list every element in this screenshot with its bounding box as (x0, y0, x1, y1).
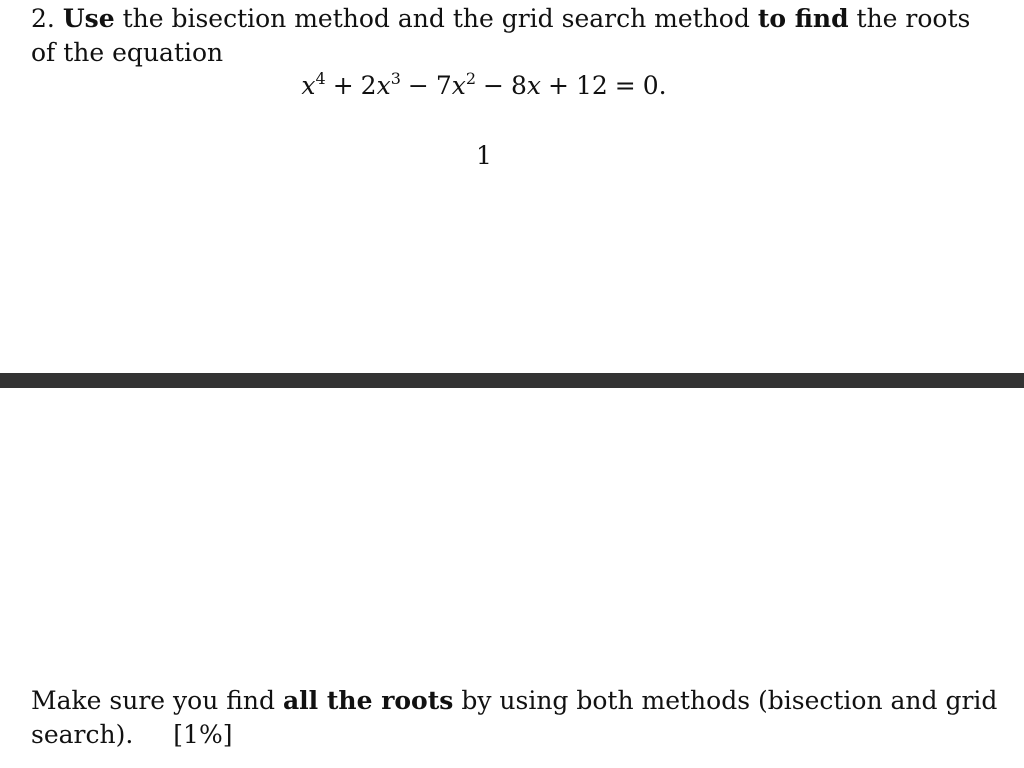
eq-var: x (301, 71, 316, 100)
page-number: 1 (476, 141, 492, 170)
instruction-line-2 (31, 718, 232, 752)
eq-var: x (451, 71, 466, 100)
eq-plus: + (332, 71, 354, 100)
eq-equals: = (614, 71, 636, 100)
eq-var: x (526, 71, 541, 100)
problem-statement-line-1 (31, 2, 970, 36)
eq-minus: − (483, 71, 504, 100)
eq-constant: 12 (575, 71, 608, 100)
eq-exp-2: 2 (465, 69, 477, 88)
page-separator (0, 373, 1024, 388)
eq-minus: − (407, 71, 429, 100)
all-the-roots-bold: all the roots (282, 686, 454, 715)
weight-label: [1%] (173, 720, 233, 749)
problem-number: 2. (31, 4, 55, 33)
eq-coef-7: 7 (435, 71, 452, 100)
eq-coef-2: 2 (360, 71, 377, 100)
eq-plus: + (548, 71, 569, 100)
eq-coef-8: 8 (510, 71, 527, 100)
eq-exp-3: 3 (390, 69, 401, 88)
eq-var: x (376, 71, 391, 100)
eq-rhs: 0. (642, 71, 667, 100)
instruction-line-1 (31, 684, 997, 718)
problem-statement-line-2: of the equation (31, 38, 224, 67)
use-bold: Use (62, 4, 115, 33)
problem-text-a: the bisection method and the grid search method (122, 4, 750, 33)
instruction-text-b: by using both methods (bisection and grid (461, 686, 998, 715)
eq-exp-4: 4 (315, 69, 326, 88)
to-find-bold: to find (757, 4, 849, 33)
instruction-text-a: Make sure you find (31, 686, 276, 715)
instruction-text-c: search). (31, 720, 134, 749)
problem-text-b: the roots (856, 4, 971, 33)
polynomial-equation (0, 69, 968, 103)
